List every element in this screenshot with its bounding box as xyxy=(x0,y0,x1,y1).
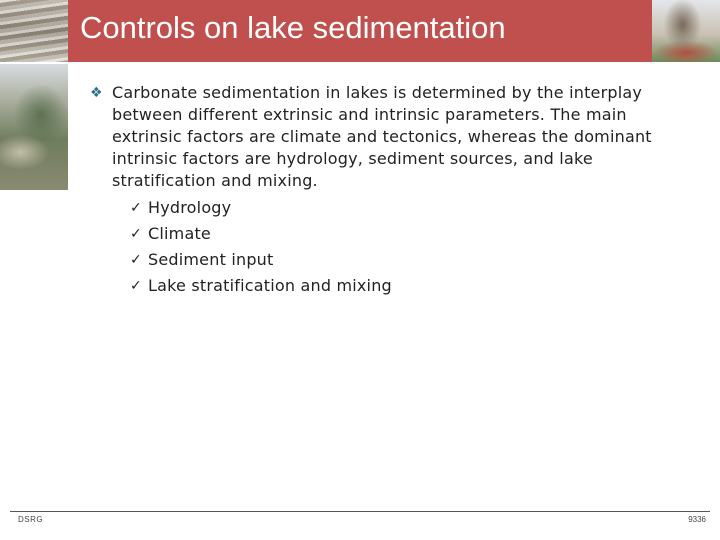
sub-bullet-item xyxy=(130,247,690,273)
slide-body xyxy=(90,82,690,299)
left-photo-strip xyxy=(0,0,68,190)
slide-title: Controls on lake sedimentation xyxy=(80,10,506,45)
check-icon: ✓ xyxy=(130,252,142,268)
sub-bullet-label: Sediment input xyxy=(148,250,274,269)
sediment-photo xyxy=(0,0,68,62)
check-icon: ✓ xyxy=(130,278,142,294)
page-number: 9336 xyxy=(688,515,706,524)
title-bar xyxy=(68,0,652,62)
check-icon: ✓ xyxy=(130,200,142,216)
diamond-bullet-icon: ❖ xyxy=(90,85,103,101)
outcrop-photo xyxy=(652,0,720,62)
sub-bullet-item xyxy=(130,273,690,299)
sub-bullet-label: Climate xyxy=(148,224,211,243)
sub-bullet-label: Lake stratification and mixing xyxy=(148,276,392,295)
main-bullet xyxy=(90,82,690,192)
main-bullet-text: Carbonate sedimentation in lakes is determined by the interplay between different extrinsic and intrinsic parameters. The main extrinsic factors are climate and tectonics, whereas the dominant intrinsic factors are hydrology, sediment sources, and lake stratification and mixing. xyxy=(112,83,652,190)
sub-bullet-list xyxy=(130,195,690,299)
sub-bullet-item xyxy=(130,195,690,221)
sub-bullet-label: Hydrology xyxy=(148,198,232,217)
landscape-photo xyxy=(0,64,68,190)
check-icon: ✓ xyxy=(130,226,142,242)
footer-label: DSRG xyxy=(18,515,44,524)
sub-bullet-item xyxy=(130,221,690,247)
footer-divider xyxy=(10,511,710,512)
